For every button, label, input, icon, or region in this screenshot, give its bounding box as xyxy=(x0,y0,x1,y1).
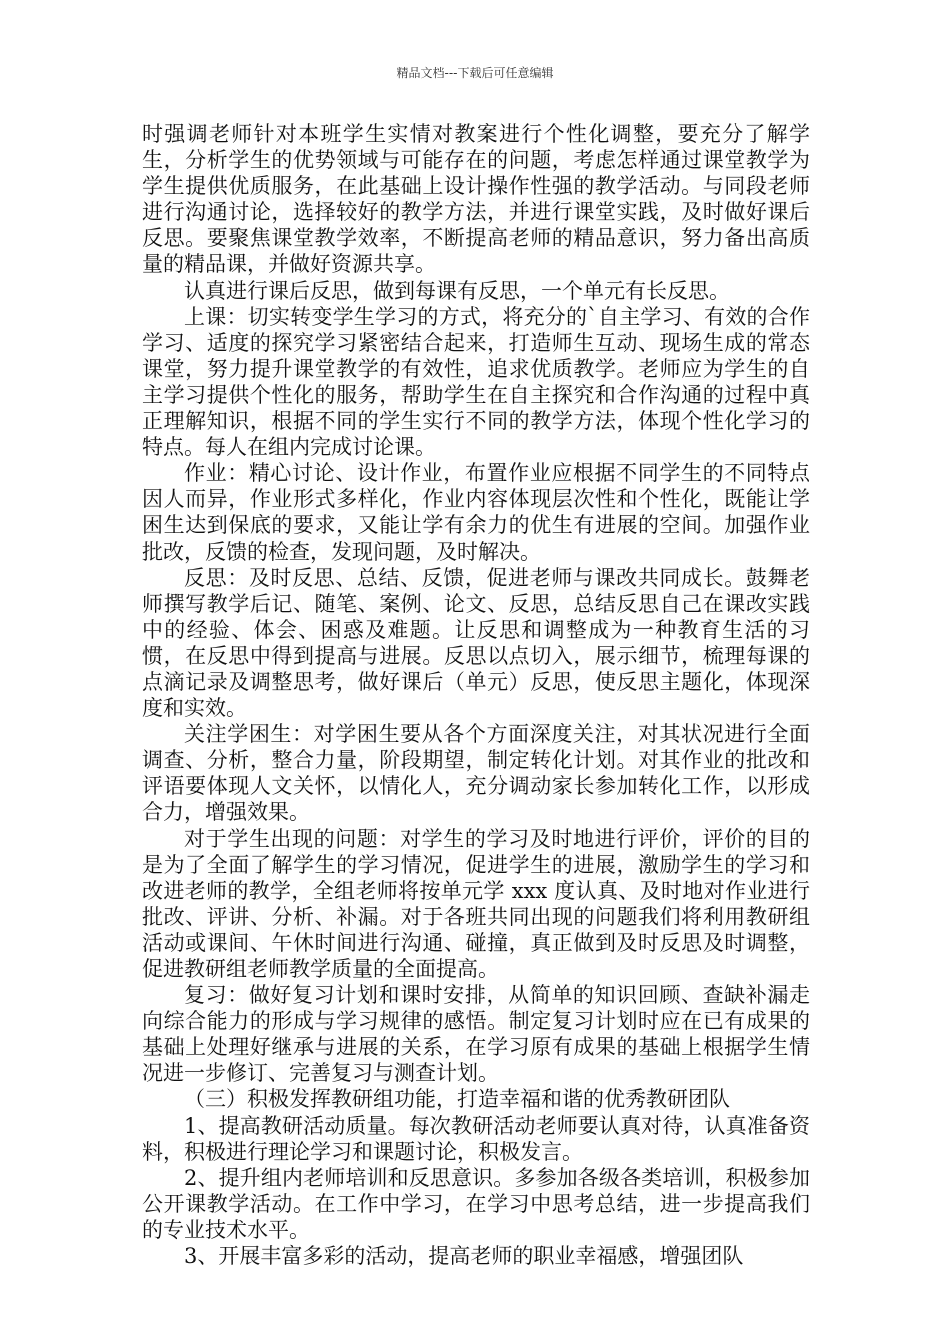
paragraph: 上课：切实转变学生学习的方式，将充分的`自主学习、有效的合作学习、适度的探究学习紧密结合起来，打造师生互动、现场生成的常态课堂，努力提升课堂教学的有效性，追求优质教学。老师应为学生的自主学习提供个性化的服务，帮助学生在自主探究和合作沟通的过程中真正理解知识，根据不同的学生实行不同的教学方法，体现个性化学习的特点。每人在组内完成讨论课。 xyxy=(142,304,810,460)
paragraph: 2、提升组内老师培训和反思意识。多参加各级各类培训，积极参加公开课教学活动。在工作中学习，在学习中思考总结，进一步提高我们的专业技术水平。 xyxy=(142,1165,810,1242)
paragraph: （三）积极发挥教研组功能，打造幸福和谐的优秀教研团队 xyxy=(184,1087,730,1112)
paragraph: 认真进行课后反思，做到每课有反思，一个单元有长反思。 xyxy=(184,278,730,303)
page-header: 精品文档---下载后可任意编辑 xyxy=(396,66,554,80)
paragraph: 复习：做好复习计划和课时安排，从简单的知识回顾、查缺补漏走向综合能力的形成与学习规律的感悟。制定复习计划时应在已有成果的基础上处理好继承与进展的关系，在学习原有成果的基础上根据学生情况进一步修订、完善复习与测查计划。 xyxy=(142,983,810,1086)
document-body xyxy=(142,121,810,1269)
paragraph: 对于学生出现的问题：对学生的学习及时地进行评价，评价的目的是为了全面了解学生的学习情况，促进学生的进展，激励学生的学习和改进老师的教学，全组老师将按单元学 xxx 度认真、及时地对作业进行批改、评讲、分析、补漏。对于各班共同出现的问题我们将利用教研组活动或课间、午休时间进行沟通、碰撞，真正做到及时反思及时调整，促进教研组老师教学质量的全面提高。 xyxy=(142,826,810,981)
paragraph: 反思：及时反思、总结、反馈，促进老师与课改共同成长。鼓舞老师撰写教学后记、随笔、案例、论文、反思，总结反思自己在课改实践中的经验、体会、困惑及难题。让反思和调整成为一种教育生活的习惯，在反思中得到提高与进展。反思以点切入，展示细节，梳理每课的点滴记录及调整思考，做好课后（单元）反思，使反思主题化，体现深度和实效。 xyxy=(142,565,810,721)
paragraph: 1、提高教研活动质量。每次教研活动老师要认真对待，认真准备资料，积极进行理论学习和课题讨论，积极发言。 xyxy=(142,1113,810,1164)
paragraph: 作业：精心讨论、设计作业，布置作业应根据不同学生的不同特点因人而异，作业形式多样化，作业内容体现层次性和个性化，既能让学困生达到保底的要求，又能让学有余力的优生有进展的空间。加强作业批改，反馈的检查，发现问题，及时解决。 xyxy=(142,461,810,564)
paragraph: 关注学困生：对学困生要从各个方面深度关注，对其状况进行全面调查、分析，整合力量，阶段期望，制定转化计划。对其作业的批改和评语要体现人文关怀，以情化人，充分调动家长参加转化工作，以形成合力，增强效果。 xyxy=(142,722,810,825)
paragraph: 3、开展丰富多彩的活动，提高老师的职业幸福感，增强团队 xyxy=(184,1244,744,1269)
paragraph: 时强调老师针对本班学生实情对教案进行个性化调整，要充分了解学生，分析学生的优势领域与可能存在的问题，考虑怎样通过课堂教学为学生提供优质服务，在此基础上设计操作性强的教学活动。与同段老师进行沟通讨论，选择较好的教学方法，并进行课堂实践，及时做好课后反思。要聚焦课堂教学效率，不断提高老师的精品意识，努力备出高质量的精品课，并做好资源共享。 xyxy=(142,122,810,277)
